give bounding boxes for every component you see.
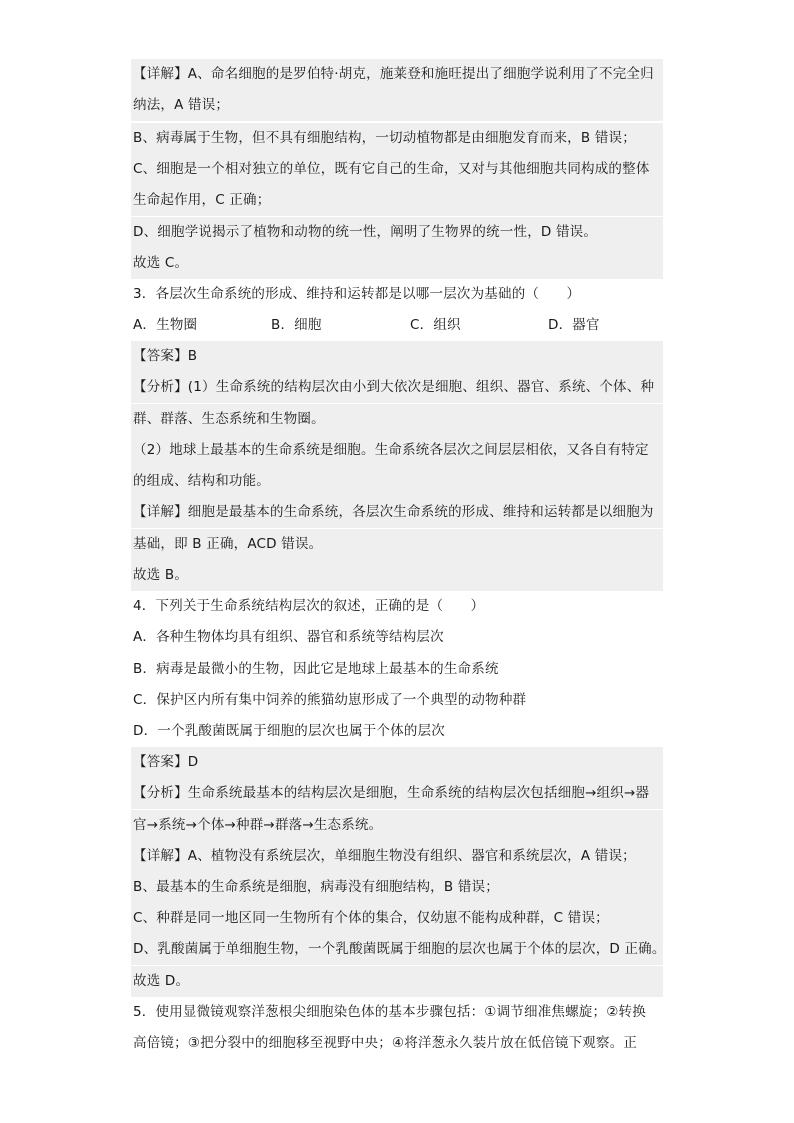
- explanation-line: D、乳酸菌属于单细胞生物，一个乳酸菌既属于细胞的层次也属于个体的层次，D 正确。: [131, 934, 663, 965]
- explanation-line: C、种群是同一地区同一生物所有个体的集合，仅幼崽不能构成种群，C 错误；: [131, 903, 663, 934]
- conclusion-line: 故选 B。: [131, 560, 663, 591]
- explanation-line: 【详解】A、命名细胞的是罗伯特·胡克，施莱登和施旺提出了细胞学说利用了不完全归: [131, 59, 663, 90]
- explanation-line: C、细胞是一个相对独立的单位，既有它自己的生命，又对与其他细胞共同构成的整体: [131, 154, 663, 185]
- explanation-line: 基础，即 B 正确，ACD 错误。: [131, 529, 663, 560]
- explanation-line: D、细胞学说揭示了植物和动物的统一性，阐明了生物界的统一性，D 错误。: [131, 217, 663, 248]
- analysis-line: 群、群落、生态系统和生物圈。: [131, 404, 663, 435]
- explanation-line: B、病毒属于生物，但不具有细胞结构，一切动植物都是由细胞发育而来，B 错误；: [131, 123, 663, 154]
- question-4-option-d: D．一个乳酸菌既属于细胞的层次也属于个体的层次: [133, 723, 445, 739]
- explanation-line: 【详解】细胞是最基本的生命系统，各层次生命系统的形成、维持和运转都是以细胞为: [131, 497, 663, 528]
- analysis-line: （2）地球上最基本的生命系统是细胞。生命系统各层次之间层层相依，又各自有特定: [131, 435, 663, 466]
- explanation-line: B、最基本的生命系统是细胞，病毒没有细胞结构，B 错误；: [131, 872, 663, 903]
- analysis-line: 【分析】生命系统最基本的结构层次是细胞，生命系统的结构层次包括细胞→组织→器: [131, 778, 663, 809]
- question-3: 3．各层次生命系统的形成、维持和运转都是以哪一层次为基础的（ ）: [133, 286, 581, 302]
- analysis-line: 的组成、结构和功能。: [131, 466, 663, 497]
- explanation-line: 纳法，A 错误；: [131, 90, 663, 121]
- question-4-option-a: A．各种生物体均具有组织、器官和系统等结构层次: [133, 629, 444, 645]
- option-d: D．器官: [548, 317, 600, 333]
- option-b: B．细胞: [271, 317, 322, 333]
- analysis-line: 官→系统→个体→种群→群落→生态系统。: [131, 810, 663, 841]
- question-5-continued: 高倍镜；③把分裂中的细胞移至视野中央；④将洋葱永久装片放在低倍镜下观察。正: [133, 1035, 638, 1051]
- conclusion-line: 故选 C。: [131, 248, 663, 279]
- answer-line: 【答案】D: [131, 747, 663, 778]
- question-4: 4．下列关于生命系统结构层次的叙述，正确的是（ ）: [133, 598, 485, 614]
- conclusion-line: 故选 D。: [131, 966, 663, 997]
- option-a: A．生物圈: [133, 317, 198, 333]
- analysis-line: 【分析】(1）生命系统的结构层次由小到大依次是细胞、组织、器官、系统、个体、种: [131, 372, 663, 403]
- explanation-line: 【详解】A、植物没有系统层次，单细胞生物没有组织、器官和系统层次，A 错误；: [131, 841, 663, 872]
- question-4-option-c: C．保护区内所有集中饲养的熊猫幼崽形成了一个典型的动物种群: [133, 692, 527, 708]
- explanation-line: 生命起作用，C 正确；: [131, 185, 663, 216]
- option-c: C．组织: [410, 317, 461, 333]
- answer-line: 【答案】B: [131, 341, 663, 372]
- question-3-options: [131, 310, 665, 341]
- question-4-option-b: B．病毒是最微小的生物，因此它是地球上最基本的生命系统: [133, 661, 499, 677]
- question-5: 5．使用显微镜观察洋葱根尖细胞染色体的基本步骤包括：①调节细准焦螺旋；②转换: [133, 1004, 646, 1020]
